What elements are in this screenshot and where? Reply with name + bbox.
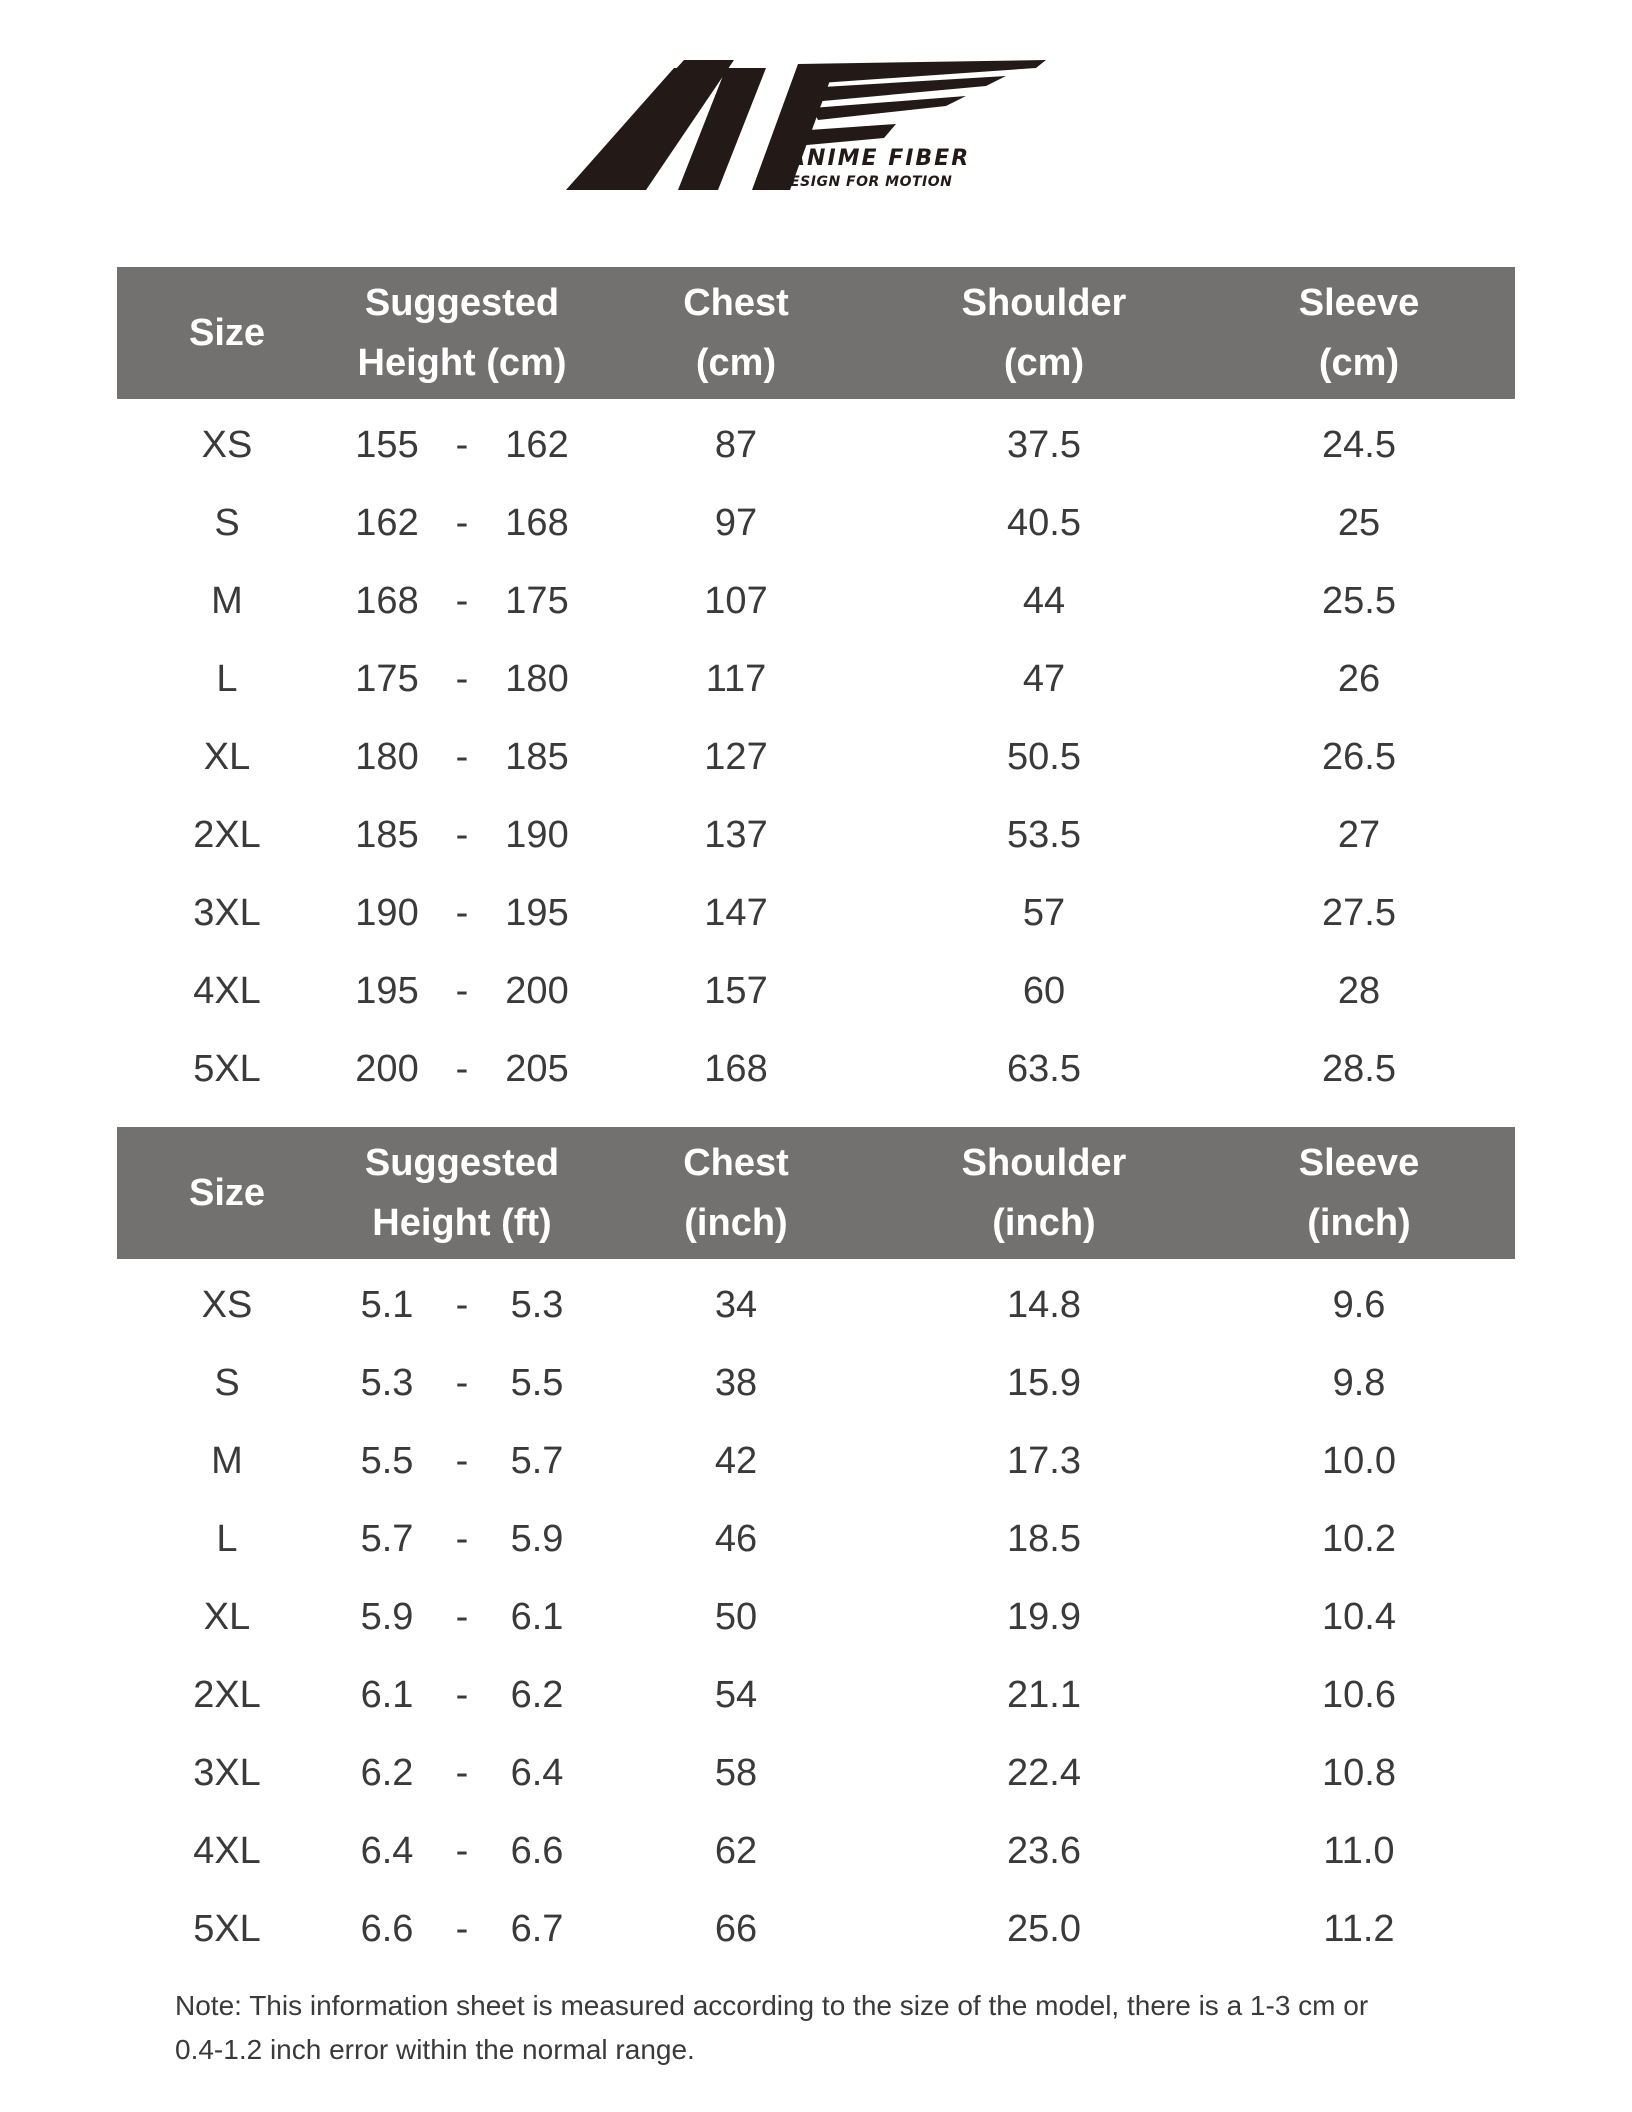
cell-size: S xyxy=(214,501,240,544)
cell-height-min: 5.9 xyxy=(360,1595,414,1638)
header-size: Size xyxy=(188,312,266,354)
cell-sleeve: 25 xyxy=(1337,501,1381,544)
cell-size: 4XL xyxy=(193,969,261,1012)
cell-sleeve: 28 xyxy=(1337,969,1381,1012)
cell-sleeve: 10.4 xyxy=(1322,1595,1396,1638)
table-header xyxy=(117,267,1515,399)
cell-chest: 87 xyxy=(714,423,758,466)
header-shoulder: Shoulder (inch) xyxy=(961,1142,1127,1244)
cell-shoulder: 17.3 xyxy=(1007,1439,1081,1482)
cell-chest: 157 xyxy=(704,969,768,1012)
cell-height-max: 5.3 xyxy=(510,1283,564,1326)
cell-height-range xyxy=(337,1048,587,1091)
cell-chest: 46 xyxy=(714,1517,758,1560)
cell-height-range xyxy=(337,580,587,623)
cell-height-max: 162 xyxy=(505,423,569,466)
cell-chest: 127 xyxy=(704,735,768,778)
cell-shoulder: 15.9 xyxy=(1007,1361,1081,1404)
cell-height-min: 5.1 xyxy=(360,1283,414,1326)
cell-sleeve: 25.5 xyxy=(1322,579,1396,622)
cell-chest: 58 xyxy=(714,1751,758,1794)
cell-shoulder: 60 xyxy=(1022,969,1066,1012)
cell-sleeve: 26.5 xyxy=(1322,735,1396,778)
cell-height-range xyxy=(337,736,587,779)
header-height: Suggested Height (ft) xyxy=(364,1142,560,1244)
cell-height-min: 5.3 xyxy=(360,1361,414,1404)
cell-height-range xyxy=(337,424,587,467)
table-row xyxy=(117,718,1515,796)
cell-height-range xyxy=(337,814,587,857)
cell-size: XS xyxy=(201,1283,253,1326)
cell-height-separator: - xyxy=(455,891,469,934)
cell-height-range xyxy=(337,502,587,545)
cell-size: 2XL xyxy=(193,813,261,856)
cell-height-separator: - xyxy=(455,969,469,1012)
cell-chest: 54 xyxy=(714,1673,758,1716)
cell-height-separator: - xyxy=(455,1907,469,1950)
cell-height-range xyxy=(337,1908,587,1951)
cell-sleeve: 11.2 xyxy=(1323,1907,1395,1950)
table-row xyxy=(117,1030,1515,1108)
cell-height-max: 6.1 xyxy=(510,1595,564,1638)
cell-height-range xyxy=(337,1362,587,1405)
cell-size: L xyxy=(216,657,238,700)
cell-chest: 107 xyxy=(704,579,768,622)
cell-height-separator: - xyxy=(455,1283,469,1326)
cell-height-separator: - xyxy=(455,1829,469,1872)
cell-chest: 66 xyxy=(714,1907,758,1950)
cell-height-max: 168 xyxy=(505,501,569,544)
cell-height-range xyxy=(337,1440,587,1483)
cell-height-min: 162 xyxy=(355,501,419,544)
cell-height-min: 195 xyxy=(355,969,419,1012)
cell-height-separator: - xyxy=(455,813,469,856)
cell-height-min: 6.6 xyxy=(360,1907,414,1950)
note-line-2: 0.4-1.2 inch error within the normal range. xyxy=(175,2034,695,2065)
cell-size: 2XL xyxy=(193,1673,261,1716)
cell-chest: 147 xyxy=(704,891,768,934)
cell-height-max: 6.2 xyxy=(510,1673,564,1716)
table-row xyxy=(117,484,1515,562)
cell-height-max: 175 xyxy=(505,579,569,622)
cell-shoulder: 14.8 xyxy=(1007,1283,1081,1326)
cell-height-max: 195 xyxy=(505,891,569,934)
cell-sleeve: 10.8 xyxy=(1322,1751,1396,1794)
cell-size: L xyxy=(216,1517,238,1560)
cell-shoulder: 44 xyxy=(1022,579,1066,622)
header-size: Size xyxy=(188,1172,266,1214)
cell-shoulder: 47 xyxy=(1022,657,1066,700)
cell-chest: 137 xyxy=(704,813,768,856)
header-shoulder: Shoulder (cm) xyxy=(961,282,1127,384)
table-row xyxy=(117,1656,1515,1734)
table-row xyxy=(117,952,1515,1030)
table-row xyxy=(117,1734,1515,1812)
cell-height-separator: - xyxy=(455,1751,469,1794)
table-row xyxy=(117,406,1515,484)
cell-size: 5XL xyxy=(193,1907,261,1950)
cell-size: M xyxy=(211,579,243,622)
cell-height-separator: - xyxy=(455,1361,469,1404)
size-chart-cm xyxy=(117,267,1515,1108)
cell-size: XL xyxy=(203,735,251,778)
logo-f-stem xyxy=(752,64,836,190)
header-sleeve: Sleeve (inch) xyxy=(1298,1142,1420,1244)
table-row xyxy=(117,1578,1515,1656)
cell-height-max: 205 xyxy=(505,1047,569,1090)
header-chest: Chest (cm) xyxy=(683,282,789,384)
cell-sleeve: 24.5 xyxy=(1322,423,1396,466)
cell-height-min: 6.4 xyxy=(360,1829,414,1872)
cell-height-separator: - xyxy=(455,501,469,544)
cell-sleeve: 28.5 xyxy=(1322,1047,1396,1090)
cell-height-range xyxy=(337,1284,587,1327)
table-row xyxy=(117,1266,1515,1344)
cell-sleeve: 27 xyxy=(1337,813,1381,856)
cell-shoulder: 50.5 xyxy=(1007,735,1081,778)
cell-shoulder: 37.5 xyxy=(1007,423,1081,466)
cell-chest: 38 xyxy=(714,1361,758,1404)
cell-height-separator: - xyxy=(455,1673,469,1716)
cell-size: 3XL xyxy=(193,891,261,934)
cell-height-max: 5.5 xyxy=(510,1361,564,1404)
cell-height-range xyxy=(337,1752,587,1795)
cell-height-max: 6.4 xyxy=(510,1751,564,1794)
cell-height-min: 200 xyxy=(355,1047,419,1090)
cell-sleeve: 11.0 xyxy=(1323,1829,1395,1872)
table-body xyxy=(117,1259,1515,1968)
cell-size: 4XL xyxy=(193,1829,261,1872)
cell-chest: 42 xyxy=(714,1439,758,1482)
cell-height-separator: - xyxy=(455,1439,469,1482)
cell-size: XS xyxy=(201,423,253,466)
cell-height-separator: - xyxy=(455,1595,469,1638)
cell-height-range xyxy=(337,892,587,935)
cell-shoulder: 22.4 xyxy=(1007,1751,1081,1794)
cell-size: XL xyxy=(203,1595,251,1638)
cell-height-max: 190 xyxy=(505,813,569,856)
cell-height-min: 155 xyxy=(355,423,419,466)
cell-shoulder: 57 xyxy=(1022,891,1066,934)
cell-sleeve: 26 xyxy=(1337,657,1381,700)
cell-height-range xyxy=(337,1518,587,1561)
cell-height-separator: - xyxy=(455,579,469,622)
cell-height-min: 175 xyxy=(355,657,419,700)
cell-height-separator: - xyxy=(455,735,469,778)
cell-height-min: 168 xyxy=(355,579,419,622)
cell-height-min: 6.2 xyxy=(360,1751,414,1794)
cell-shoulder: 23.6 xyxy=(1007,1829,1081,1872)
cell-sleeve: 10.0 xyxy=(1322,1439,1396,1482)
table-row xyxy=(117,1890,1515,1968)
cell-chest: 50 xyxy=(714,1595,758,1638)
cell-chest: 34 xyxy=(714,1283,758,1326)
cell-height-range xyxy=(337,1596,587,1639)
header-chest: Chest (inch) xyxy=(683,1142,789,1244)
note-line-1: Note: This information sheet is measured according to the size of the model, there is a 1-3 cm or xyxy=(175,1990,1369,2021)
cell-sleeve: 27.5 xyxy=(1322,891,1396,934)
cell-sleeve: 9.8 xyxy=(1332,1361,1386,1404)
cell-height-range xyxy=(337,1674,587,1717)
cell-sleeve: 10.2 xyxy=(1322,1517,1396,1560)
table-row xyxy=(117,640,1515,718)
table-row xyxy=(117,1422,1515,1500)
table-row xyxy=(117,874,1515,952)
cell-height-max: 6.6 xyxy=(510,1829,564,1872)
cell-height-separator: - xyxy=(455,423,469,466)
cell-height-max: 5.9 xyxy=(510,1517,564,1560)
cell-height-range xyxy=(337,1830,587,1873)
cell-height-min: 185 xyxy=(355,813,419,856)
cell-shoulder: 53.5 xyxy=(1007,813,1081,856)
cell-shoulder: 21.1 xyxy=(1007,1673,1081,1716)
brand-tagline: DESIGN FOR MOTION xyxy=(778,174,953,190)
size-chart-inch xyxy=(117,1127,1515,1968)
logo-wing-streak-1 xyxy=(798,60,1046,84)
cell-sleeve: 9.6 xyxy=(1332,1283,1386,1326)
cell-height-min: 5.7 xyxy=(360,1517,414,1560)
cell-chest: 97 xyxy=(714,501,758,544)
cell-size: 3XL xyxy=(193,1751,261,1794)
cell-size: 5XL xyxy=(193,1047,261,1090)
cell-height-min: 190 xyxy=(355,891,419,934)
cell-shoulder: 40.5 xyxy=(1007,501,1081,544)
table-row xyxy=(117,1812,1515,1890)
cell-height-max: 5.7 xyxy=(510,1439,564,1482)
header-height: Suggested Height (cm) xyxy=(357,282,567,384)
cell-height-max: 180 xyxy=(505,657,569,700)
table-header xyxy=(117,1127,1515,1259)
cell-height-separator: - xyxy=(455,1517,469,1560)
table-body xyxy=(117,399,1515,1108)
table-row xyxy=(117,1500,1515,1578)
cell-height-max: 185 xyxy=(505,735,569,778)
cell-chest: 62 xyxy=(714,1829,758,1872)
cell-sleeve: 10.6 xyxy=(1322,1673,1396,1716)
cell-height-min: 6.1 xyxy=(360,1673,414,1716)
brand-name: ANIME FIBER xyxy=(788,146,971,171)
cell-height-range xyxy=(337,970,587,1013)
cell-shoulder: 25.0 xyxy=(1007,1907,1081,1950)
header-sleeve: Sleeve (cm) xyxy=(1298,282,1420,384)
cell-size: S xyxy=(214,1361,240,1404)
cell-chest: 117 xyxy=(705,657,767,700)
cell-height-max: 6.7 xyxy=(510,1907,564,1950)
table-row xyxy=(117,796,1515,874)
table-row xyxy=(117,1344,1515,1422)
cell-size: M xyxy=(211,1439,243,1482)
cell-height-min: 180 xyxy=(355,735,419,778)
cell-height-max: 200 xyxy=(505,969,569,1012)
cell-height-range xyxy=(337,658,587,701)
cell-shoulder: 19.9 xyxy=(1007,1595,1081,1638)
cell-shoulder: 18.5 xyxy=(1007,1517,1081,1560)
cell-shoulder: 63.5 xyxy=(1007,1047,1081,1090)
cell-chest: 168 xyxy=(704,1047,768,1090)
table-row xyxy=(117,562,1515,640)
measurement-note xyxy=(175,1984,1475,2072)
cell-height-separator: - xyxy=(455,1047,469,1090)
cell-height-separator: - xyxy=(455,657,469,700)
cell-height-min: 5.5 xyxy=(360,1439,414,1482)
